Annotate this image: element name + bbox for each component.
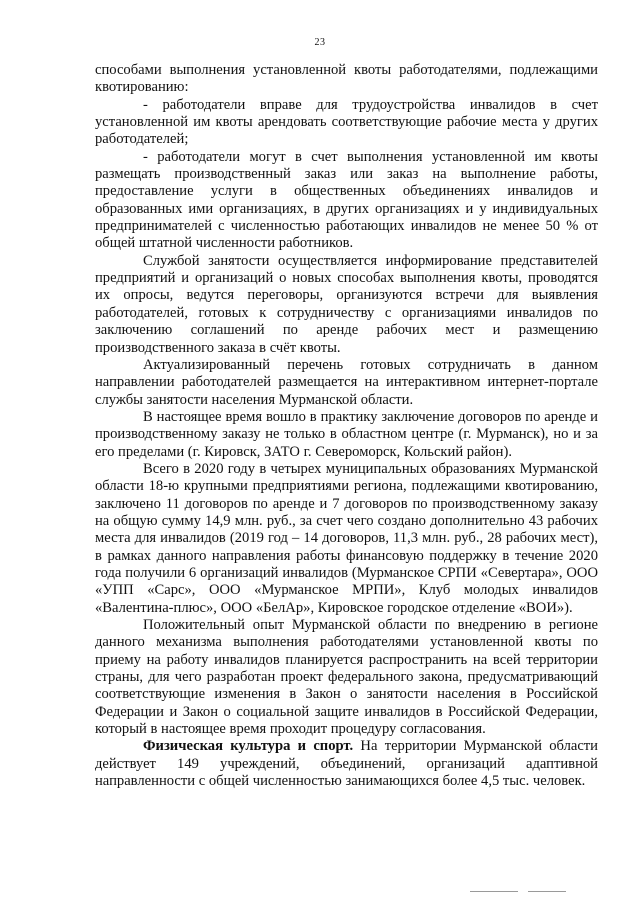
paragraph-contract-practice: В настоящее время вошло в практику заключение договоров по аренде и производственному заказу не только в областном центре (г. Мурманск), но и за его пределами (г. Кировск, ЗАТО г. Североморск, Кольский район). (95, 408, 598, 460)
paragraph-2020-statistics: Всего в 2020 году в четырех муниципальных образованиях Мурманской области 18-ю крупными предприятиями региона, подлежащими квотированию, заключено 11 договоров по аренде и 7 договоров по производственному заказу на общую сумму 14,9 млн. руб., за счет чего создано дополнительно 43 рабочих места для инвалидов (2019 год – 14 договоров, 11,3 млн. руб., 28 рабочих мест), в рамках данного направления работы финансовую поддержку в течение 2020 года получили 6 организаций инвалидов (Мурманское СРПИ «Севертара», ООО «УПП «Сарс», ООО «Мурманское МРПИ», Клуб молодых инвалидов «Валентина-плюс», ООО «БелАр», Кировское городское отделение «ВОИ»). (95, 460, 598, 616)
paragraph-quota-methods-intro: способами выполнения установленной квоты работодателями, подлежащими квотированию: (95, 62, 598, 96)
paragraph-bullet-production-orders: - работодатели могут в счет выполнения установленной им квоты размещать производственный заказ или заказ на выполнение работы, предоставление услуги в общественных объединениях инвалидов и образованных ими организациях, в других организациях и у индивидуальных предпринимателей с численностью работающих инвалидов не менее 50 % от общей штатной численности работников. (95, 148, 598, 252)
paragraph-bullet-rent-workplaces: - работодатели вправе для трудоустройства инвалидов в счет установленной им квоты арендовать соответствующие рабочие места у других работодателей; (95, 96, 598, 148)
page-bottom-marks (0, 891, 640, 901)
paragraph-federal-law-project: Положительный опыт Мурманской области по внедрению в регионе данного механизма выполнения работодателями установленной квоты по приему на работу инвалидов планируется распространить на всей территории страны, для чего разработан проект федерального закона, предусматривающий соответствующие изменения в Закон о занятости населения в Российской Федерации и Закон о социальной защите инвалидов в Российской Федерации, который в настоящее время проходит процедуру согласования. (95, 617, 598, 738)
page-number: 23 (314, 37, 326, 48)
scan-line-mark (528, 891, 566, 892)
paragraph-physical-culture (95, 738, 598, 790)
document-body (95, 62, 598, 790)
paragraph-employment-service-info: Службой занятости осуществляется информирование представителей предприятий и организаций о новых способах выполнения квоты, проводятся их опросы, ведутся переговоры, организуются встречи для выявления работодателей, готовых к сотрудничеству с организациями инвалидов по заключению соглашений по аренде рабочих мест и размещению производственного заказа в счёт квоты. (95, 252, 598, 356)
section-heading-physical-culture: Физическая культура и спорт. (143, 738, 354, 755)
physical-culture-text: На территории Мурманской области действует 149 учреждений, объединений, организаций адаптивной направленности с общей численностью занимающихся более 4,5 тыс. человек. (95, 738, 598, 790)
scan-line-mark (470, 891, 518, 892)
paragraph-employers-list: Актуализированный перечень готовых сотрудничать в данном направлении работодателей размещается на интерактивном интернет-портале службы занятости населения Мурманской области. (95, 356, 598, 408)
